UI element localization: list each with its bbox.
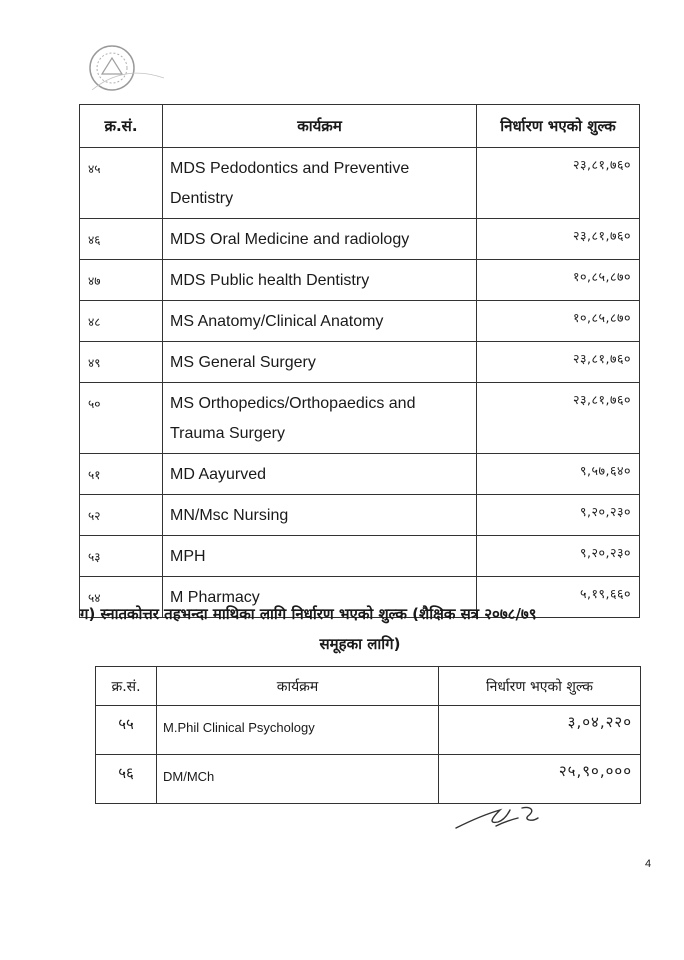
row-fee: ९,२०,२३०	[477, 536, 640, 577]
table-row	[80, 342, 640, 383]
table-row	[80, 260, 640, 301]
header-program: कार्यक्रम	[157, 667, 439, 706]
row-program: MS Orthopedics/Orthopaedics and Trauma Surgery	[163, 383, 477, 454]
table-row	[96, 755, 641, 804]
row-program: MS General Surgery	[163, 342, 477, 383]
header-sn: क्र.सं.	[96, 667, 157, 706]
row-sn: ५६	[96, 755, 157, 804]
table-row	[80, 495, 640, 536]
row-fee: २३,८१,७६०	[477, 342, 640, 383]
table-row	[80, 148, 640, 219]
section-heading-line1: ग) स्नातकोत्तर तहभन्दा माथिका लागि निर्धारण भएको शुल्क (शैक्षिक सत्र २०७८/७९	[80, 605, 537, 623]
row-sn: ५१	[80, 454, 163, 495]
row-program: M.Phil Clinical Psychology	[157, 706, 439, 755]
table-row	[96, 706, 641, 755]
row-sn: ४९	[80, 342, 163, 383]
row-sn: ५५	[96, 706, 157, 755]
section-heading-line2: समूहका लागि)	[319, 635, 401, 653]
header-program: कार्यक्रम	[163, 105, 477, 148]
row-sn: ४८	[80, 301, 163, 342]
row-fee: ९,५७,६४०	[477, 454, 640, 495]
row-program: MS Anatomy/Clinical Anatomy	[163, 301, 477, 342]
row-fee: २३,८१,७६०	[477, 219, 640, 260]
row-sn: ४६	[80, 219, 163, 260]
header-fee: निर्धारण भएको शुल्क	[439, 667, 641, 706]
row-program: MDS Pedodontics and Preventive Dentistry	[163, 148, 477, 219]
row-sn: ४७	[80, 260, 163, 301]
fee-table-1	[79, 104, 640, 618]
row-program: MN/Msc Nursing	[163, 495, 477, 536]
row-fee: ५,१९,६६०	[477, 577, 640, 618]
row-fee: २३,८१,७६०	[477, 383, 640, 454]
fee-table-2	[95, 666, 641, 804]
row-fee: १०,८५,८७०	[477, 260, 640, 301]
table-header-row	[80, 105, 640, 148]
row-fee: २५,९०,०००	[439, 755, 641, 804]
row-program: M Pharmacy	[163, 577, 477, 618]
row-program: MPH	[163, 536, 477, 577]
row-fee: ३,०४,२२०	[439, 706, 641, 755]
row-program: DM/MCh	[157, 755, 439, 804]
row-sn: ५२	[80, 495, 163, 536]
row-sn: ५०	[80, 383, 163, 454]
row-program: MDS Public health Dentistry	[163, 260, 477, 301]
row-fee: १०,८५,८७०	[477, 301, 640, 342]
row-fee: २३,८१,७६०	[477, 148, 640, 219]
table-row	[80, 383, 640, 454]
table-row	[80, 219, 640, 260]
table-row	[80, 536, 640, 577]
row-fee: ९,२०,२३०	[477, 495, 640, 536]
row-program: MDS Oral Medicine and radiology	[163, 219, 477, 260]
row-sn: ४५	[80, 148, 163, 219]
table-row	[80, 301, 640, 342]
header-sn: क्र.सं.	[80, 105, 163, 148]
table-header-row	[96, 667, 641, 706]
row-sn: ५३	[80, 536, 163, 577]
signature	[452, 800, 544, 836]
page-number: 4	[645, 858, 652, 870]
row-program: MD Aayurved	[163, 454, 477, 495]
table-row	[80, 454, 640, 495]
row-sn: ५४	[80, 577, 163, 618]
header-fee: निर्धारण भएको शुल्क	[477, 105, 640, 148]
